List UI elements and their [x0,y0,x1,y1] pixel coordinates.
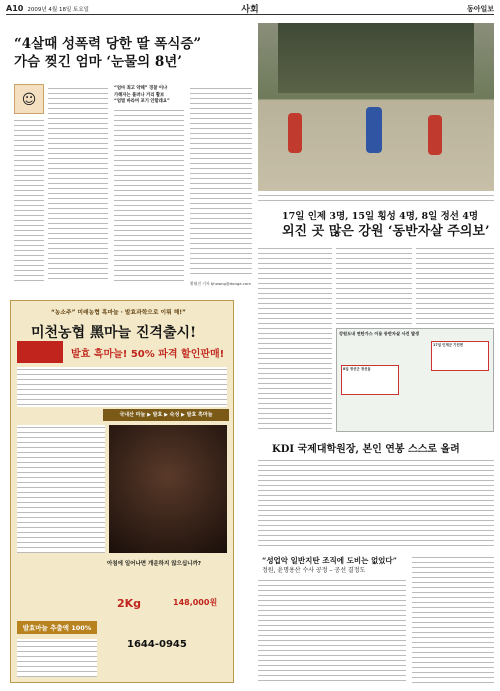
article1-body-col3 [190,86,252,276]
section-title: 사회 [241,5,259,15]
article2-body-col2 [336,246,412,324]
map-box-jeongseon [341,365,399,395]
ad-promo-copy [17,639,97,677]
map-title: 강원도내 연탄가스 이용 동반자살 사건 발생 [339,331,420,336]
ad-copy [17,367,227,407]
subhead-1: “엄마 죄고 약해” 경찰 이냐 [114,86,168,91]
ad-price: 148,000원 [173,598,218,607]
news-photo [258,23,494,191]
article3-headline: KDI 국제대학원장, 본인 연봉 스스로 올려 [272,444,460,455]
subhead-3: “엄벌 바라며 포기 안할래요” [114,99,170,104]
article2-body-col3 [416,246,494,324]
ad-top-line: “농소주” 미래농협 흑마늘 · 발효과학으로 이뤄 해!” [51,310,186,316]
ad-banner: 국내산 마늘 ▶ 발효 ▶ 숙성 ▶ 발효 흑마늘 [103,409,229,421]
ad-features [17,425,105,553]
photo-figure-1 [288,113,302,153]
article1-headline-line1: “4살때 성폭력 당한 딸 폭식증” [14,36,202,52]
article2-main-headline: 외진 곳 많은 강원 ‘동반자살 주의보’ [282,224,490,239]
article4-headline-line1: “성업악 일반지탄 조직에 도비는 없었다” [262,556,397,565]
article2-body-col1 [258,246,332,432]
ad-product-image [109,425,227,553]
page-header [6,3,494,15]
article1-headline [14,35,201,71]
article1-body-col1 [48,86,108,281]
map-box1-title: 8일 정선군 정선읍 [343,367,371,371]
issue-date: 2009년 4월 18일 토요일 [27,6,89,13]
photo-caption [258,193,494,205]
article1-body-col1b [14,118,44,281]
article4-body [258,578,406,683]
subhead-2: 가해자는 풀려나 거리 활보 [114,92,165,98]
ad-promo-title: 발효마늘 추출액 100% [17,621,97,634]
article1-body-col2 [114,108,184,281]
article3-body [258,458,494,550]
article1-subheads [114,86,184,106]
incident-map [336,328,494,432]
ad-phone: 1644-0945 [127,639,187,650]
article4-headline-line2: 정원, 윤명용산 수사 공정 – 공선 결정도 [262,567,366,574]
article1-headline-line2: 가슴 찢긴 엄마 ‘눈물의 8년’ [14,54,183,70]
photo-figure-2 [366,107,382,153]
advertisement [10,300,234,683]
map-box-inje [431,341,489,371]
article1-byline: 황태진 기자 tjhwang@donga.com [190,281,251,286]
article2-headline [282,210,490,240]
ad-title: 미천농협 黑마늘 진격출시! [31,325,197,341]
article4-headline [262,555,397,575]
ad-weight: 2Kg [117,597,142,610]
ad-bottom-line: 아침에 일어나면 개운하지 않으십니까? [107,561,201,567]
newspaper-logo: 동아일보 [466,4,494,13]
page-number: A10 [6,4,24,13]
ad-sale-badge [17,341,63,363]
photo-building [278,23,474,93]
map-box2-title: 17일 인제군 기린면 [433,343,464,347]
ad-subtitle: 발효 흑마늘! 50% 파격 할인판매! [71,349,225,360]
article2-subheadline: 17일 인제 3명, 15일 횡성 4명, 8일 정선 4명 [282,211,479,222]
photo-figure-3 [428,115,442,155]
sidebar-column [412,555,494,683]
illustration-icon: ☺ [14,84,44,114]
